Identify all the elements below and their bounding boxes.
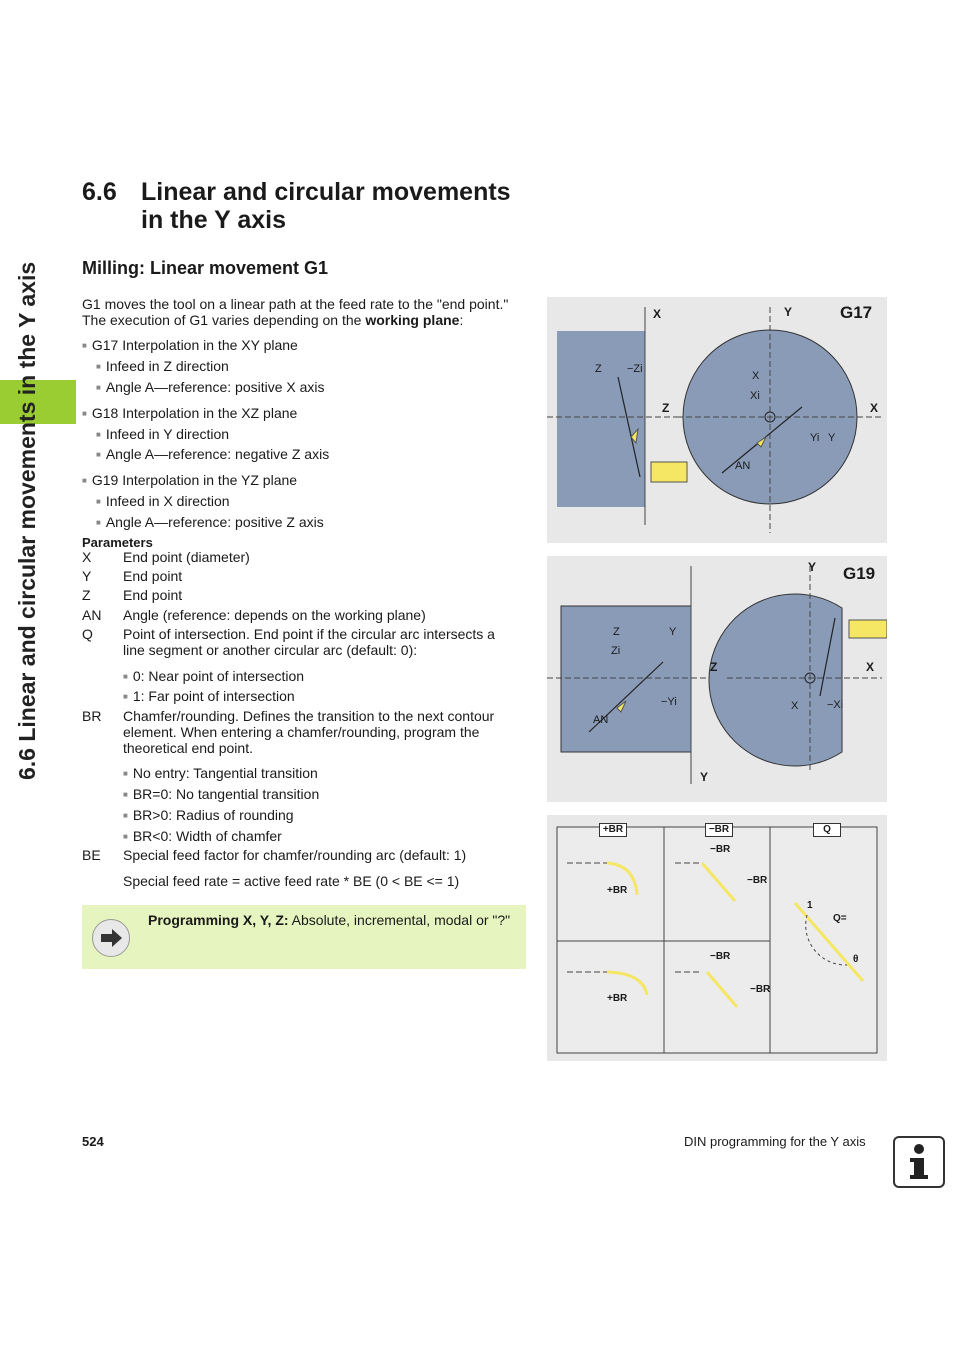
dim-label: Y <box>669 626 677 638</box>
dim-label: −Zi <box>627 363 643 375</box>
arrow-right-icon <box>92 919 130 957</box>
q-option: ■ 1: Far point of intersection <box>123 688 295 707</box>
dim-label: AN <box>735 460 751 472</box>
dim-label: −Xi <box>827 699 844 711</box>
section-title: Milling: Linear movement G1 <box>82 258 329 278</box>
dim-label: +BR <box>607 885 628 896</box>
plane-g18-sub: ■ Infeed in Y direction <box>96 426 229 445</box>
axis-label: Z <box>662 401 670 415</box>
info-icon <box>893 1136 945 1188</box>
figure-g19 <box>547 556 887 802</box>
figure-br-q <box>547 815 887 1061</box>
br-option: ■ BR=0: No tangential transition <box>123 786 319 805</box>
panel-header: −BR <box>705 823 733 837</box>
dim-label: −BR <box>747 875 768 886</box>
figure-g17 <box>547 297 887 543</box>
intro-text: G1 moves the tool on a linear path at the feed rate to the "end point." The execution of G1 varies depending on the working plane: <box>82 296 509 328</box>
figure-title: G17 <box>840 303 873 322</box>
dim-label: Xi <box>750 390 760 402</box>
programming-note <box>82 905 526 969</box>
plane-g19: ■ G19 Interpolation in the YZ plane <box>82 472 297 491</box>
plane-g19-sub: ■ Angle A—reference: positive Z axis <box>96 514 324 533</box>
dim-label: Z <box>595 363 602 375</box>
dim-label: AN <box>593 714 609 726</box>
dim-label: Q= <box>833 913 847 924</box>
figure-title: G19 <box>843 564 876 583</box>
dim-label: θ <box>853 954 859 965</box>
axis-label: Z <box>710 660 718 674</box>
plane-g17-sub: ■ Infeed in Z direction <box>96 358 229 377</box>
side-chapter-title: 6.6 Linear and circular movements in the Y axis <box>14 261 40 780</box>
q-option: ■ 0: Near point of intersection <box>123 668 304 687</box>
axis-label: Y <box>700 770 709 784</box>
dim-label: Zi <box>611 645 621 657</box>
dim-label: −BR <box>710 951 731 962</box>
parameters-title: Parameters <box>82 535 153 550</box>
dim-label: Yi <box>810 432 820 444</box>
plane-g19-sub: ■ Infeed in X direction <box>96 493 230 512</box>
page-number: 524 <box>82 1134 104 1149</box>
note-text: Programming X, Y, Z: Absolute, incremental, modal or "?" <box>148 912 511 928</box>
axis-label: Y <box>808 560 817 574</box>
axis-label: X <box>870 401 879 415</box>
dim-label: Y <box>828 432 836 444</box>
br-option: ■ No entry: Tangential transition <box>123 765 318 784</box>
footer-chapter: DIN programming for the Y axis <box>684 1134 866 1149</box>
plane-g17: ■ G17 Interpolation in the XY plane <box>82 337 298 356</box>
panel-header: +BR <box>599 823 627 837</box>
page-title: 6.6 Linear and circular movements in the Y axis <box>82 178 511 234</box>
axis-label: Y <box>784 305 793 319</box>
plane-g18-sub: ■ Angle A—reference: negative Z axis <box>96 446 329 465</box>
dim-label: Z <box>613 626 620 638</box>
axis-label: X <box>866 660 875 674</box>
br-option: ■ BR>0: Radius of rounding <box>123 807 294 826</box>
plane-g18: ■ G18 Interpolation in the XZ plane <box>82 405 297 424</box>
br-option: ■ BR<0: Width of chamfer <box>123 828 282 847</box>
dim-label: −BR <box>710 844 731 855</box>
dim-label: X <box>752 370 760 382</box>
plane-g17-sub: ■ Angle A—reference: positive X axis <box>96 379 325 398</box>
be-formula: Special feed rate = active feed rate * BE (0 < BE <= 1) <box>123 873 460 889</box>
dim-label: −BR <box>750 984 771 995</box>
dim-label: −Yi <box>661 696 677 708</box>
axis-label: X <box>653 307 662 321</box>
panel-header: Q <box>813 823 841 837</box>
dim-label: 1 <box>807 900 813 911</box>
dim-label: X <box>791 700 799 712</box>
dim-label: +BR <box>607 993 628 1004</box>
